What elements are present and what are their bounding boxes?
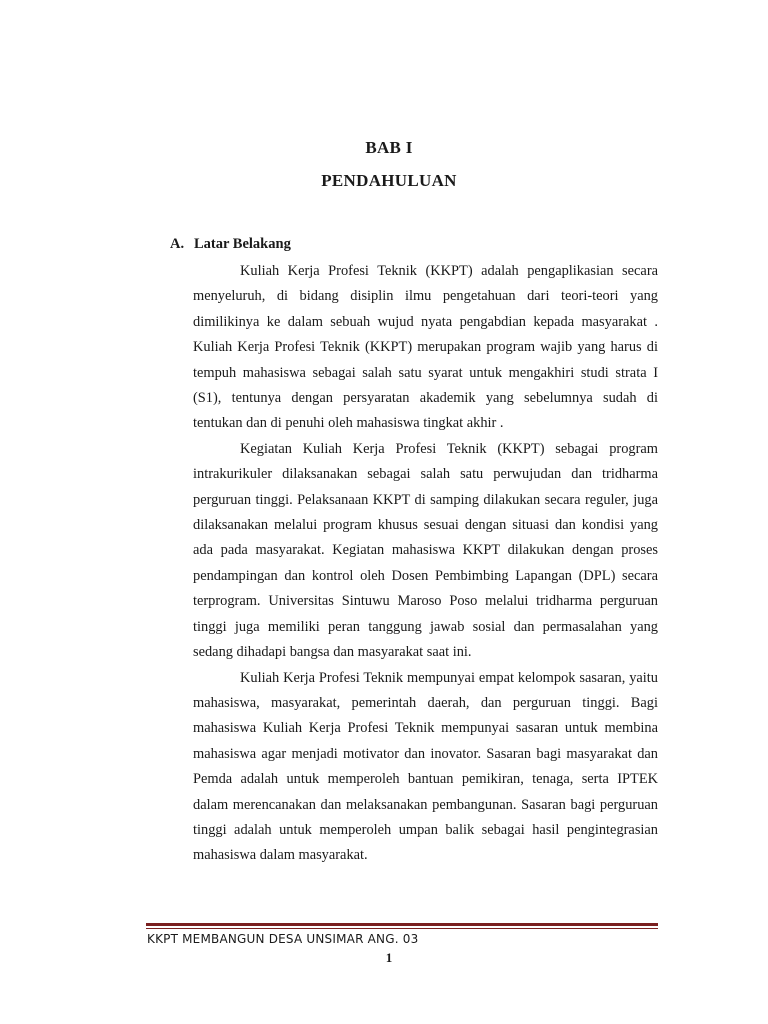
paragraph-3: Kuliah Kerja Profesi Teknik mempunyai empat kelompok sasaran, yaitu mahasiswa, masyarakat, pemerintah daerah, dan perguruan tinggi. Bagi mahasiswa Kuliah Kerja Profesi Teknik mempunyai sasaran untuk membina mahasiswa agar menjadi motivator dan inovator. Sasaran bagi masyarakat dan Pemda adalah untuk memperoleh bantuan pemikiran, tenaga, serta IPTEK dalam merencanakan dan melaksanakan pembangunan. Sasaran bagi perguruan tinggi adalah untuk memperoleh umpan balik sebagai hasil pengintegrasian mahasiswa dalam masyarakat. [193, 669, 658, 864]
chapter-title: PENDAHULUAN [321, 171, 457, 190]
chapter-number: BAB I [365, 138, 413, 157]
paragraph-2: Kegiatan Kuliah Kerja Profesi Teknik (KKPT) sebagai program intrakurikuler dilaksanakan sebagai salah satu perwujudan dan tridharma perguruan tinggi. Pelaksanaan KKPT di samping dilakukan secara reguler, juga dilaksanakan melalui program khusus sesuai dengan situasi dan kondisi yang ada pada masyarakat. Kegiatan mahasiswa KKPT dilakukan dengan proses pendampingan dan kontrol oleh Dosen Pembimbing Lapangan (DPL) secara terprogram. Universitas Sintuwu Maroso Poso melalui tridharma perguruan tinggi juga memiliki peran tanggung jawab sosial dan permasalahan yang sedang dihadapi bangsa dan masyarakat saat ini. [193, 440, 658, 661]
page-number: 1 [385, 950, 393, 965]
body-text [193, 259, 658, 869]
footer-rule [146, 923, 658, 929]
paragraph-1: Kuliah Kerja Profesi Teknik (KKPT) adalah pengaplikasian secara menyeluruh, di bidang disiplin ilmu pengetahuan dari teori-teori yang dimilikinya ke dalam sebuah wujud nyata pengabdian kepada masyarakat . Kuliah Kerja Profesi Teknik (KKPT) merupakan program wajib yang harus di tempuh mahasiswa sebagai salah satu syarat untuk mengakhiri studi strata I (S1), tentunya dengan persyaratan akademik yang sebelumnya sudah di tentukan dan di penuhi oleh mahasiswa tingkat akhir . [193, 263, 658, 432]
section-letter: A. [170, 236, 185, 252]
footer-rule-thick [146, 923, 658, 926]
section-heading [170, 236, 291, 253]
footer-rule-thin [146, 928, 658, 929]
footer-text: KKPT MEMBANGUN DESA UNSIMAR ANG. 03 [147, 932, 419, 946]
section-title: Latar Belakang [194, 236, 291, 252]
